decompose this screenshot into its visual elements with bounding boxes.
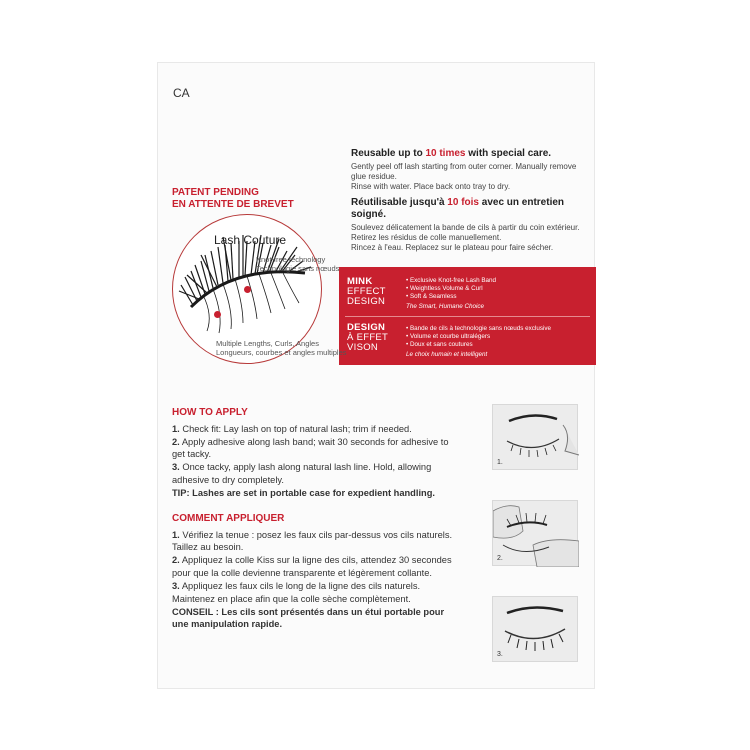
step-3-illustration (492, 596, 578, 662)
illustration-number: 1. (497, 459, 503, 466)
patent-en: PATENT PENDING (172, 187, 259, 198)
apply-tip: TIP: Lashes are set in portable case for expedient handling. (172, 487, 435, 498)
band-heading-en: MINK EFFECT DESIGN (347, 276, 386, 307)
comment-appliquer-heading: COMMENT APPLIQUER (172, 512, 285, 524)
callout-dot (214, 311, 221, 318)
how-to-apply-heading: HOW TO APPLY (172, 407, 248, 418)
lash-package-back (157, 62, 595, 689)
care-heading-fr: Réutilisable jusqu'à 10 fois avec un entretien soigné. (351, 196, 565, 220)
care-line-en: Rinse with water. Place back onto tray to dry. (351, 181, 511, 191)
apply-step: 1. Check fit: Lay lash on top of natural lash; trim if needed. (172, 423, 412, 434)
finished-eye-icon (493, 597, 579, 663)
apply-step: 3. Once tacky, apply lash along natural lash line. Hold, allowing adhesive to dry completely. (172, 462, 432, 486)
appliquer-step: 2. Appliquez la colle Kiss sur la ligne des cils, attendez 30 secondes pour que la colle devienne transparente et légèrement collante. (172, 555, 452, 579)
knot-free-label: Knot-free technology Technologie sans nœuds (256, 255, 340, 273)
appliquer-step: 3. Appliquez les faux cils le long de la ligne des cils naturels. Maintenez en place afin que la colle sèche complètement. (172, 580, 421, 604)
applying-lash-icon (493, 501, 579, 567)
care-heading-en: Reusable up to 10 times with special care. (351, 148, 552, 159)
appliquer-tip: CONSEIL : Les cils sont présentés dans un étui portable pour une manipulation rapide. (172, 606, 445, 630)
lash-couture-title: Lash Couture (214, 233, 287, 247)
band-bullets-fr: • Bande de cils à technologie sans nœuds exclusive • Volume et courbe ultralégers • Doux et sans coutures Le choix humain et intelligent (406, 325, 552, 358)
care-instructions (351, 148, 587, 253)
band-divider (345, 316, 590, 317)
mink-effect-band (339, 267, 596, 365)
step-2-illustration (492, 500, 578, 566)
care-line-en: Gently peel off lash starting from outer corner. Manually remove glue residue. (351, 161, 577, 181)
care-line-fr: Retirez les résidus de colle manuellement. (351, 232, 502, 242)
care-line-fr: Rincez à l'eau. Replacez sur le plateau pour faire sécher. (351, 242, 554, 252)
eye-icon (493, 405, 579, 471)
illustration-number: 2. (497, 555, 503, 562)
illustration-number: 3. (497, 651, 503, 658)
region-code: CA (173, 86, 190, 100)
band-bullets-en: • Exclusive Knot-free Lash Band • Weightless Volume & Curl • Soft & Seamless The Smart, Humane Choice (406, 277, 497, 310)
care-line-fr: Soulevez délicatement la bande de cils à partir du coin extérieur. (351, 222, 580, 232)
patent-pending (172, 187, 294, 211)
multiple-lengths-label: Multiple Lengths, Curls, Angles Longueurs, courbes et angles multiples (216, 339, 347, 357)
patent-fr: EN ATTENTE DE BREVET (172, 199, 294, 210)
appliquer-step: 1. Vérifiez la tenue : posez les faux cils par-dessus vos cils naturels. Taillez au besoin. (172, 529, 453, 553)
callout-dot (244, 286, 251, 293)
step-1-illustration (492, 404, 578, 470)
how-to-apply (172, 406, 460, 631)
apply-step: 2. Apply adhesive along lash band; wait 30 seconds for adhesive to get tacky. (172, 436, 449, 460)
band-heading-fr: DESIGN À EFFET VISON (347, 322, 389, 353)
